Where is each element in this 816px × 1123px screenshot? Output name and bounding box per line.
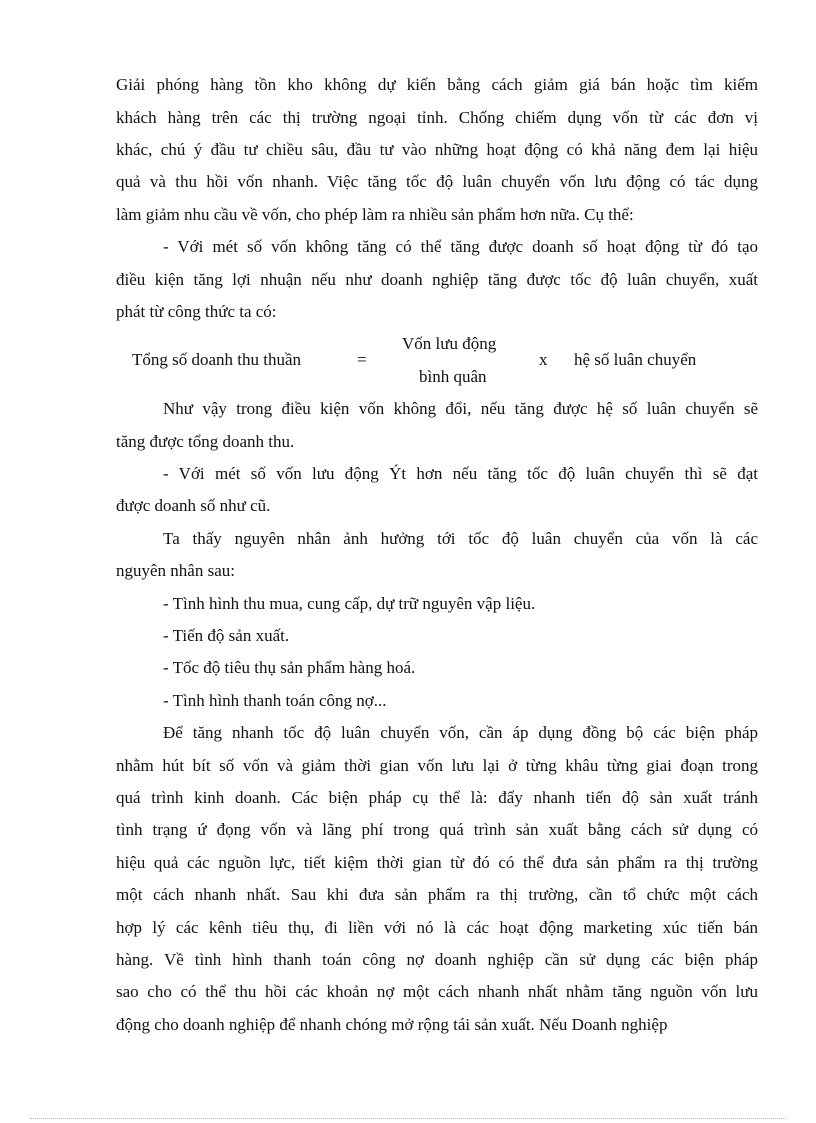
paragraph-line: nhằm hút bít số vốn và giảm thời gian vốn lưu lại ở từng khâu từng giai đoạn trong: [116, 756, 758, 775]
paragraph-line: khách hàng trên các thị trường ngoại tỉnh. Chống chiếm dụng vốn từ các đơn vị: [116, 108, 758, 127]
formula-numerator: Vốn lưu động: [402, 334, 497, 353]
paragraph-line: một cách nhanh nhất. Sau khi đưa sản phẩm ra thị trường, cần tổ chức một cách: [116, 885, 758, 904]
paragraph-line: Để tăng nhanh tốc độ luân chuyển vốn, cần áp dụng đồng bộ các biện pháp: [163, 723, 758, 742]
paragraph-line: quả và thu hồi vốn nhanh. Việc tăng tốc độ luân chuyển vốn lưu động có tác dụng: [116, 172, 758, 191]
list-item: - Tình hình thanh toán công nợ...: [163, 691, 387, 710]
paragraph-line: hợp lý các kênh tiêu thụ, đi liền với nó là các hoạt động marketing xúc tiến bán: [116, 918, 758, 937]
paragraph-line: Như vậy trong điều kiện vốn không đổi, nếu tăng được hệ số luân chuyển sẽ: [163, 399, 758, 418]
list-item: - Tình hình thu mua, cung cấp, dự trữ nguyên vập liệu.: [163, 594, 536, 613]
paragraph-line: phát từ công thức ta có:: [116, 302, 277, 321]
formula-multiply: x: [539, 350, 548, 369]
formula-equals: =: [357, 350, 367, 369]
paragraph-line: khác, chú ý đầu tư chiều sâu, đầu tư vào những hoạt động có khả năng đem lại hiệu: [116, 140, 758, 159]
list-item: - Tốc độ tiêu thụ sản phẩm hàng hoá.: [163, 658, 416, 677]
paragraph-line: quá trình kinh doanh. Các biện pháp cụ thể là: đẩy nhanh tiến độ sản xuất tránh: [116, 788, 758, 807]
paragraph-line: điều kiện tăng lợi nhuận nếu như doanh nghiệp tăng được tốc độ luân chuyển, xuất: [116, 270, 758, 289]
formula-right-term: hệ số luân chuyển: [574, 350, 697, 369]
paragraph-line: Ta thấy nguyên nhân ảnh hưởng tới tốc độ luân chuyển của vốn là các: [163, 529, 758, 548]
paragraph-line: tình trạng ứ đọng vốn và lãng phí trong quá trình sản xuất bằng cách sử dụng có: [116, 820, 758, 839]
paragraph-line: - Với mét số vốn lưu động Ýt hơn nếu tăng tốc độ luân chuyển thì sẽ đạt: [163, 464, 758, 483]
paragraph-line: hàng. Về tình hình thanh toán công nợ doanh nghiệp cần sử dụng các biện pháp: [116, 950, 758, 969]
paragraph-line: - Với mét số vốn không tăng có thể tăng được doanh số hoạt động từ đó tạo: [163, 237, 758, 256]
paragraph-line: được doanh số như cũ.: [116, 496, 271, 515]
formula-denominator: bình quân: [419, 367, 487, 386]
paragraph-line: sao cho có thể thu hồi các khoản nợ một cách nhanh nhất nhằm tăng nguồn vốn lưu: [116, 982, 758, 1001]
list-item: - Tiến độ sản xuất.: [163, 626, 290, 645]
paragraph-line: làm giảm nhu cầu về vốn, cho phép làm ra nhiều sản phẩm hơn nữa. Cụ thể:: [116, 205, 634, 224]
paragraph-line: nguyên nhân sau:: [116, 561, 235, 580]
paragraph-line: tăng được tổng doanh thu.: [116, 432, 295, 451]
page-bottom-rule: [30, 1118, 786, 1119]
paragraph-line: Giải phóng hàng tồn kho không dự kiến bằng cách giảm giá bán hoặc tìm kiếm: [116, 75, 758, 94]
formula-left-term: Tổng số doanh thu thuần: [132, 350, 302, 369]
paragraph-line: hiệu quả các nguồn lực, tiết kiệm thời gian từ đó có thể đưa sản phẩm ra thị trường: [116, 853, 758, 872]
paragraph-line: động cho doanh nghiệp để nhanh chóng mở rộng tái sản xuất. Nếu Doanh nghiệp: [116, 1015, 668, 1034]
